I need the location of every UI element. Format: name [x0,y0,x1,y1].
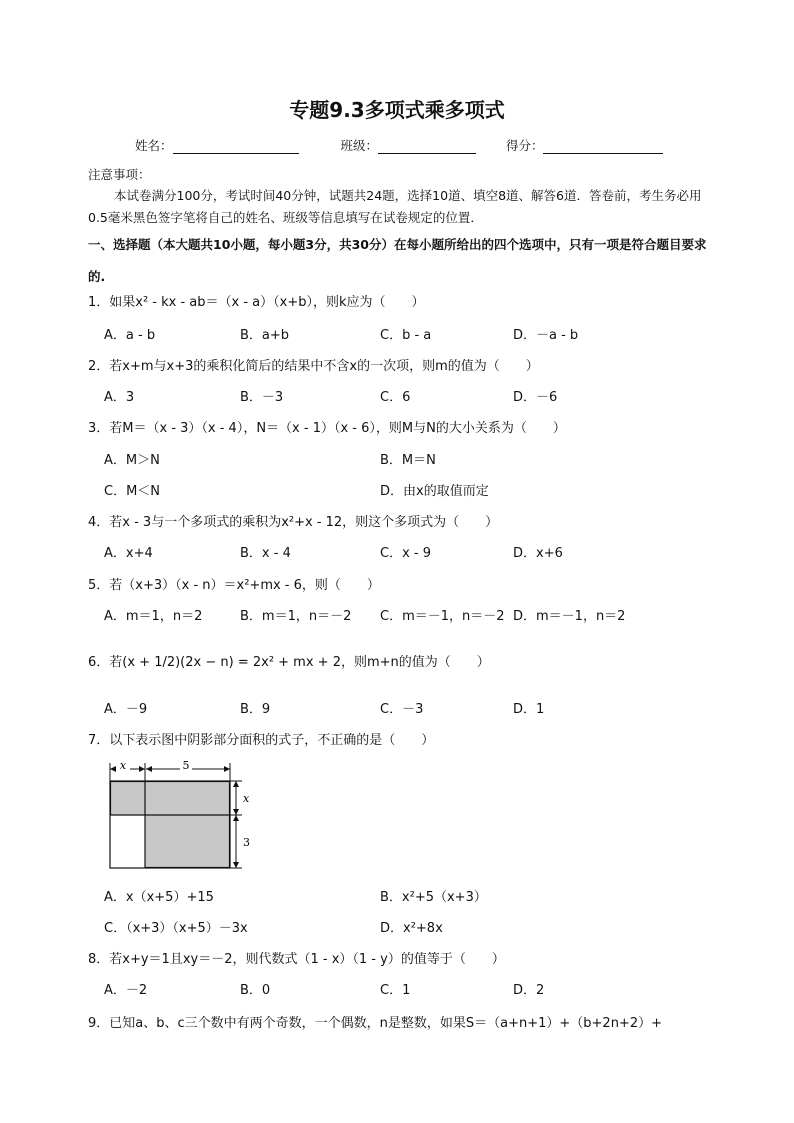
q5-option-c[interactable]: C．m＝－1，n＝－2 [380,609,505,624]
label-side-3: 3 [243,836,250,849]
question-4: 4．若x - 3与一个多项式的乘积为x²+x - 12，则这个多项式为（ ） [88,515,499,530]
q8-option-c[interactable]: C．1 [380,983,411,998]
q3-option-a[interactable]: A．M＞N [104,453,160,468]
dim-x-arrowhead-right [139,766,145,772]
q8-option-b[interactable]: B．0 [240,983,271,998]
class-label: 班级： [340,138,378,153]
q3-option-b[interactable]: B．M＝N [380,453,436,468]
q7-option-b[interactable]: B．x²+5（x+3） [380,890,487,905]
score-field[interactable] [543,139,663,154]
question-3: 3．若M＝（x - 3）（x - 4），N＝（x - 1）（x - 6），则M与N的大小关系为（ ） [88,421,566,436]
notice-body: 本试卷满分100分，考试时间40分钟，试题共24题，选择10道、填空8道、解答6道．答卷前，考生务必用0.5毫米黑色签字笔将自己的姓名、班级等信息填写在试卷规定的位置． [88,188,702,225]
dim-5-arrowhead-left [146,766,152,772]
shaded-square [111,782,145,815]
question-9: 9．已知a、b、c三个数中有两个奇数，一个偶数，n是整数，如果S＝（a+n+1）+（b+2n+2）+ [88,1016,662,1031]
q7-option-c[interactable]: C．（x+3）（x+5）－3x [104,921,248,936]
q4-option-a[interactable]: A．x+4 [104,546,153,561]
dim-5-arrowhead-right [224,766,230,772]
q4-option-d[interactable]: D．x+6 [513,546,563,561]
question-1: 1．如果x² - kx - ab＝（x - a）（x+b），则k应为（ ） [88,295,425,310]
question-2: 2．若x+m与x+3的乘积化简后的结果中不含x的一次项，则m的值为（ ） [88,359,539,374]
dim-side-x-head-bottom [233,809,239,815]
q2-option-a[interactable]: A．3 [104,390,135,405]
dim-x-arrowhead-left [110,766,116,772]
question-6: 6．若(x + 1/2)(2x − n) = 2x² + mx + 2，则m+n的值为（ ） [88,655,490,670]
question-5: 5．若（x+3）（x - n）＝x²+mx - 6，则（ ） [88,578,380,593]
q2-option-c[interactable]: C．6 [380,390,411,405]
q1-option-a[interactable]: A．a - b [104,328,156,343]
shaded-bottom-right [145,815,229,867]
q6-option-a[interactable]: A．－9 [104,702,148,717]
shaded-top-right [145,782,229,815]
class-field[interactable] [378,139,476,154]
q4-option-c[interactable]: C．x - 9 [380,546,431,561]
q1-option-c[interactable]: C．b - a [380,328,432,343]
label-top-x: x [119,759,127,772]
q6-option-d[interactable]: D．1 [513,702,545,717]
dim-side-3-head-top [233,815,239,821]
notice-title: 注意事项： [88,167,151,182]
q1-option-d[interactable]: D．－a - b [513,328,579,343]
student-info-row [135,136,663,154]
q2-option-b[interactable]: B．－3 [240,390,284,405]
q5-option-d[interactable]: D．m＝－1，n＝2 [513,609,626,624]
label-side-x: x [243,792,250,805]
q1-option-b[interactable]: B．a+b [240,328,290,343]
name-label: 姓名： [135,138,173,153]
q5-option-b[interactable]: B．m＝1，n＝－2 [240,609,352,624]
q6-option-b[interactable]: B．9 [240,702,271,717]
q3-option-d[interactable]: D．由x的取值而定 [380,484,489,499]
score-label: 得分： [505,138,544,153]
q7-option-a[interactable]: A．x（x+5）+15 [104,890,214,905]
q6-option-c[interactable]: C．－3 [380,702,424,717]
dim-side-3-head-bottom [233,862,239,868]
question-8: 8．若x+y＝1且xy＝－2，则代数式（1 - x）（1 - y）的值等于（ ） [88,952,505,967]
question-7: 7．以下表示图中阴影部分面积的式子，不正确的是（ ） [88,733,435,748]
dim-side-x-head-top [233,781,239,787]
page-title: 专题9.3多项式乘多项式 [289,98,505,122]
q7-figure [100,757,260,872]
q2-option-d[interactable]: D．－6 [513,390,558,405]
q8-option-a[interactable]: A．－2 [104,983,148,998]
section-heading: 一、选择题（本大题共10小题，每小题3分，共30分）在每小题所给出的四个选项中，只有一项是符合题目要求的. [88,237,707,284]
q7-option-d[interactable]: D．x²+8x [380,921,443,936]
q4-option-b[interactable]: B．x - 4 [240,546,291,561]
q8-option-d[interactable]: D．2 [513,983,545,998]
q3-option-c[interactable]: C．M＜N [104,484,161,499]
q5-option-a[interactable]: A．m＝1，n＝2 [104,609,203,624]
label-top-5: 5 [182,759,190,772]
name-field[interactable] [173,139,299,154]
